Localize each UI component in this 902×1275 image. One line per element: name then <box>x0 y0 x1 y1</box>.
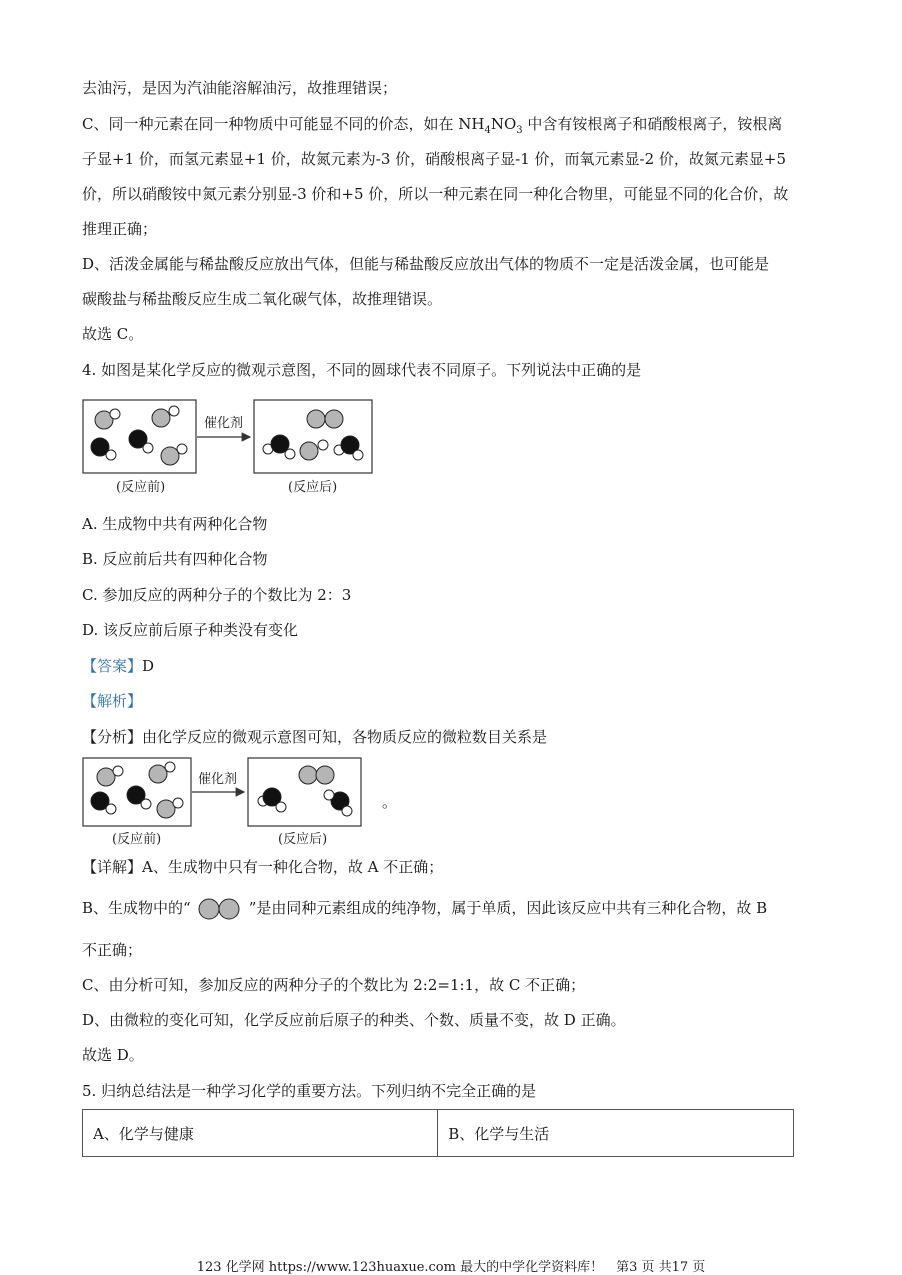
white-atom <box>165 762 175 772</box>
gray-atom <box>149 765 167 783</box>
text-line <box>82 114 782 141</box>
answer-line <box>82 656 154 676</box>
text-line: D、活泼金属能与稀盐酸反应放出气体，但能与稀盐酸反应放出气体的物质不一定是活泼金属，也可能是 <box>82 255 770 273</box>
question-5: 5. 归纳总结法是一种学习化学的重要方法。下列归纳不完全正确的是 <box>82 1082 537 1100</box>
reaction-diagram-analysis <box>82 755 382 855</box>
analysis-tag: 【解析】 <box>82 692 143 710</box>
before-caption: (反应前) <box>116 480 166 495</box>
white-atom <box>342 806 352 816</box>
text-line: 故选 D。 <box>82 1046 144 1064</box>
table-cell-a: A、化学与健康 <box>83 1110 438 1157</box>
text-segment: C、同一种元素在同一种物质中可能显不同的价态，如在 NH <box>82 115 485 133</box>
question-5-table <box>82 1109 794 1157</box>
text-line: D、由微粒的变化可知，化学反应前后原子的种类、个数、质量不变，故 D 正确。 <box>82 1011 626 1029</box>
text-segment: 中含有铵根离子和硝酸根离子，铵根离 <box>522 115 783 133</box>
white-atom <box>141 799 151 809</box>
white-atom <box>318 440 328 450</box>
catalyst-label: 催化剂 <box>198 772 238 787</box>
white-atom <box>276 802 286 812</box>
white-atom <box>143 443 153 453</box>
gray-atom <box>97 768 115 786</box>
white-atom <box>285 449 295 459</box>
white-atom <box>173 798 183 808</box>
text-segment: B、生成物中的“ <box>82 899 191 917</box>
reaction-diagram <box>82 397 382 497</box>
text-line: 价，所以硝酸铵中氮元素分别显-3 价和+5 价，所以一种元素在同一种化合物里，可能显不同的化合价，故 <box>82 185 789 203</box>
text-line <box>82 896 767 920</box>
white-atom <box>106 804 116 814</box>
after-caption: (反应后) <box>288 480 338 495</box>
text-line: 子显+1 价，而氢元素显+1 价，故氮元素为-3 价，硝酸根离子显-1 价，而氧元素显-2 价，故氮元素显+5 <box>82 150 787 168</box>
answer-value: D <box>142 657 155 675</box>
option-c: C. 参加反应的两种分子的个数比为 2：3 <box>82 586 352 604</box>
white-atom <box>353 450 363 460</box>
option-a: A. 生成物中共有两种化合物 <box>82 515 268 533</box>
question-4: 4. 如图是某化学反应的微观示意图，不同的圆球代表不同原子。下列说法中正确的是 <box>82 361 642 379</box>
after-caption: (反应后) <box>278 832 328 847</box>
table-row <box>83 1110 794 1157</box>
text-line: 【详解】A、生成物中只有一种化合物，故 A 不正确； <box>82 858 444 876</box>
gray-atom <box>316 766 334 784</box>
page-footer: 123 化学网 https://www.123huaxue.com 最大的中学化学资料库！ 第3 页 共17 页 <box>196 1260 706 1275</box>
subscript: 4 <box>484 125 491 136</box>
before-caption: (反应前) <box>112 832 162 847</box>
text-line: 碳酸盐与稀盐酸反应生成二氧化碳气体，故推理错误。 <box>82 290 443 308</box>
option-b: B. 反应前后共有四种化合物 <box>82 550 268 568</box>
catalyst-label: 催化剂 <box>204 416 244 431</box>
answer-tag: 【答案】 <box>82 657 143 675</box>
gray-atom <box>307 410 325 428</box>
white-atom <box>110 409 120 419</box>
element-molecule-icon <box>197 897 243 921</box>
period-mark: 。 <box>382 793 398 811</box>
white-atom <box>113 766 123 776</box>
gray-atom <box>157 800 175 818</box>
text-line: 推理正确； <box>82 220 158 238</box>
subscript: 3 <box>516 125 523 136</box>
text-line: 故选 C。 <box>82 325 144 343</box>
option-d: D. 该反应前后原子种类没有变化 <box>82 621 299 639</box>
gray-atom <box>299 766 317 784</box>
white-atom <box>169 406 179 416</box>
white-atom <box>324 790 334 800</box>
text-segment: ”是由同种元素组成的纯净物，属于单质，因此该反应中共有三种化合物，故 B <box>248 899 768 917</box>
gray-atom <box>161 447 179 465</box>
text-line: 去油污，是因为汽油能溶解油污，故推理错误； <box>82 79 398 97</box>
gray-atom <box>300 442 318 460</box>
white-atom <box>106 450 116 460</box>
gray-atom <box>152 409 170 427</box>
text-segment: NO <box>490 115 517 133</box>
table-cell-b: B、化学与生活 <box>438 1110 794 1157</box>
text-line: 【分析】由化学反应的微观示意图可知，各物质反应的微粒数目关系是 <box>82 728 548 746</box>
text-line: 不正确； <box>82 941 143 959</box>
text-line: C、由分析可知，参加反应的两种分子的个数比为 2:2=1:1，故 C 不正确； <box>82 976 586 994</box>
gray-atom <box>325 410 343 428</box>
white-atom <box>177 444 187 454</box>
